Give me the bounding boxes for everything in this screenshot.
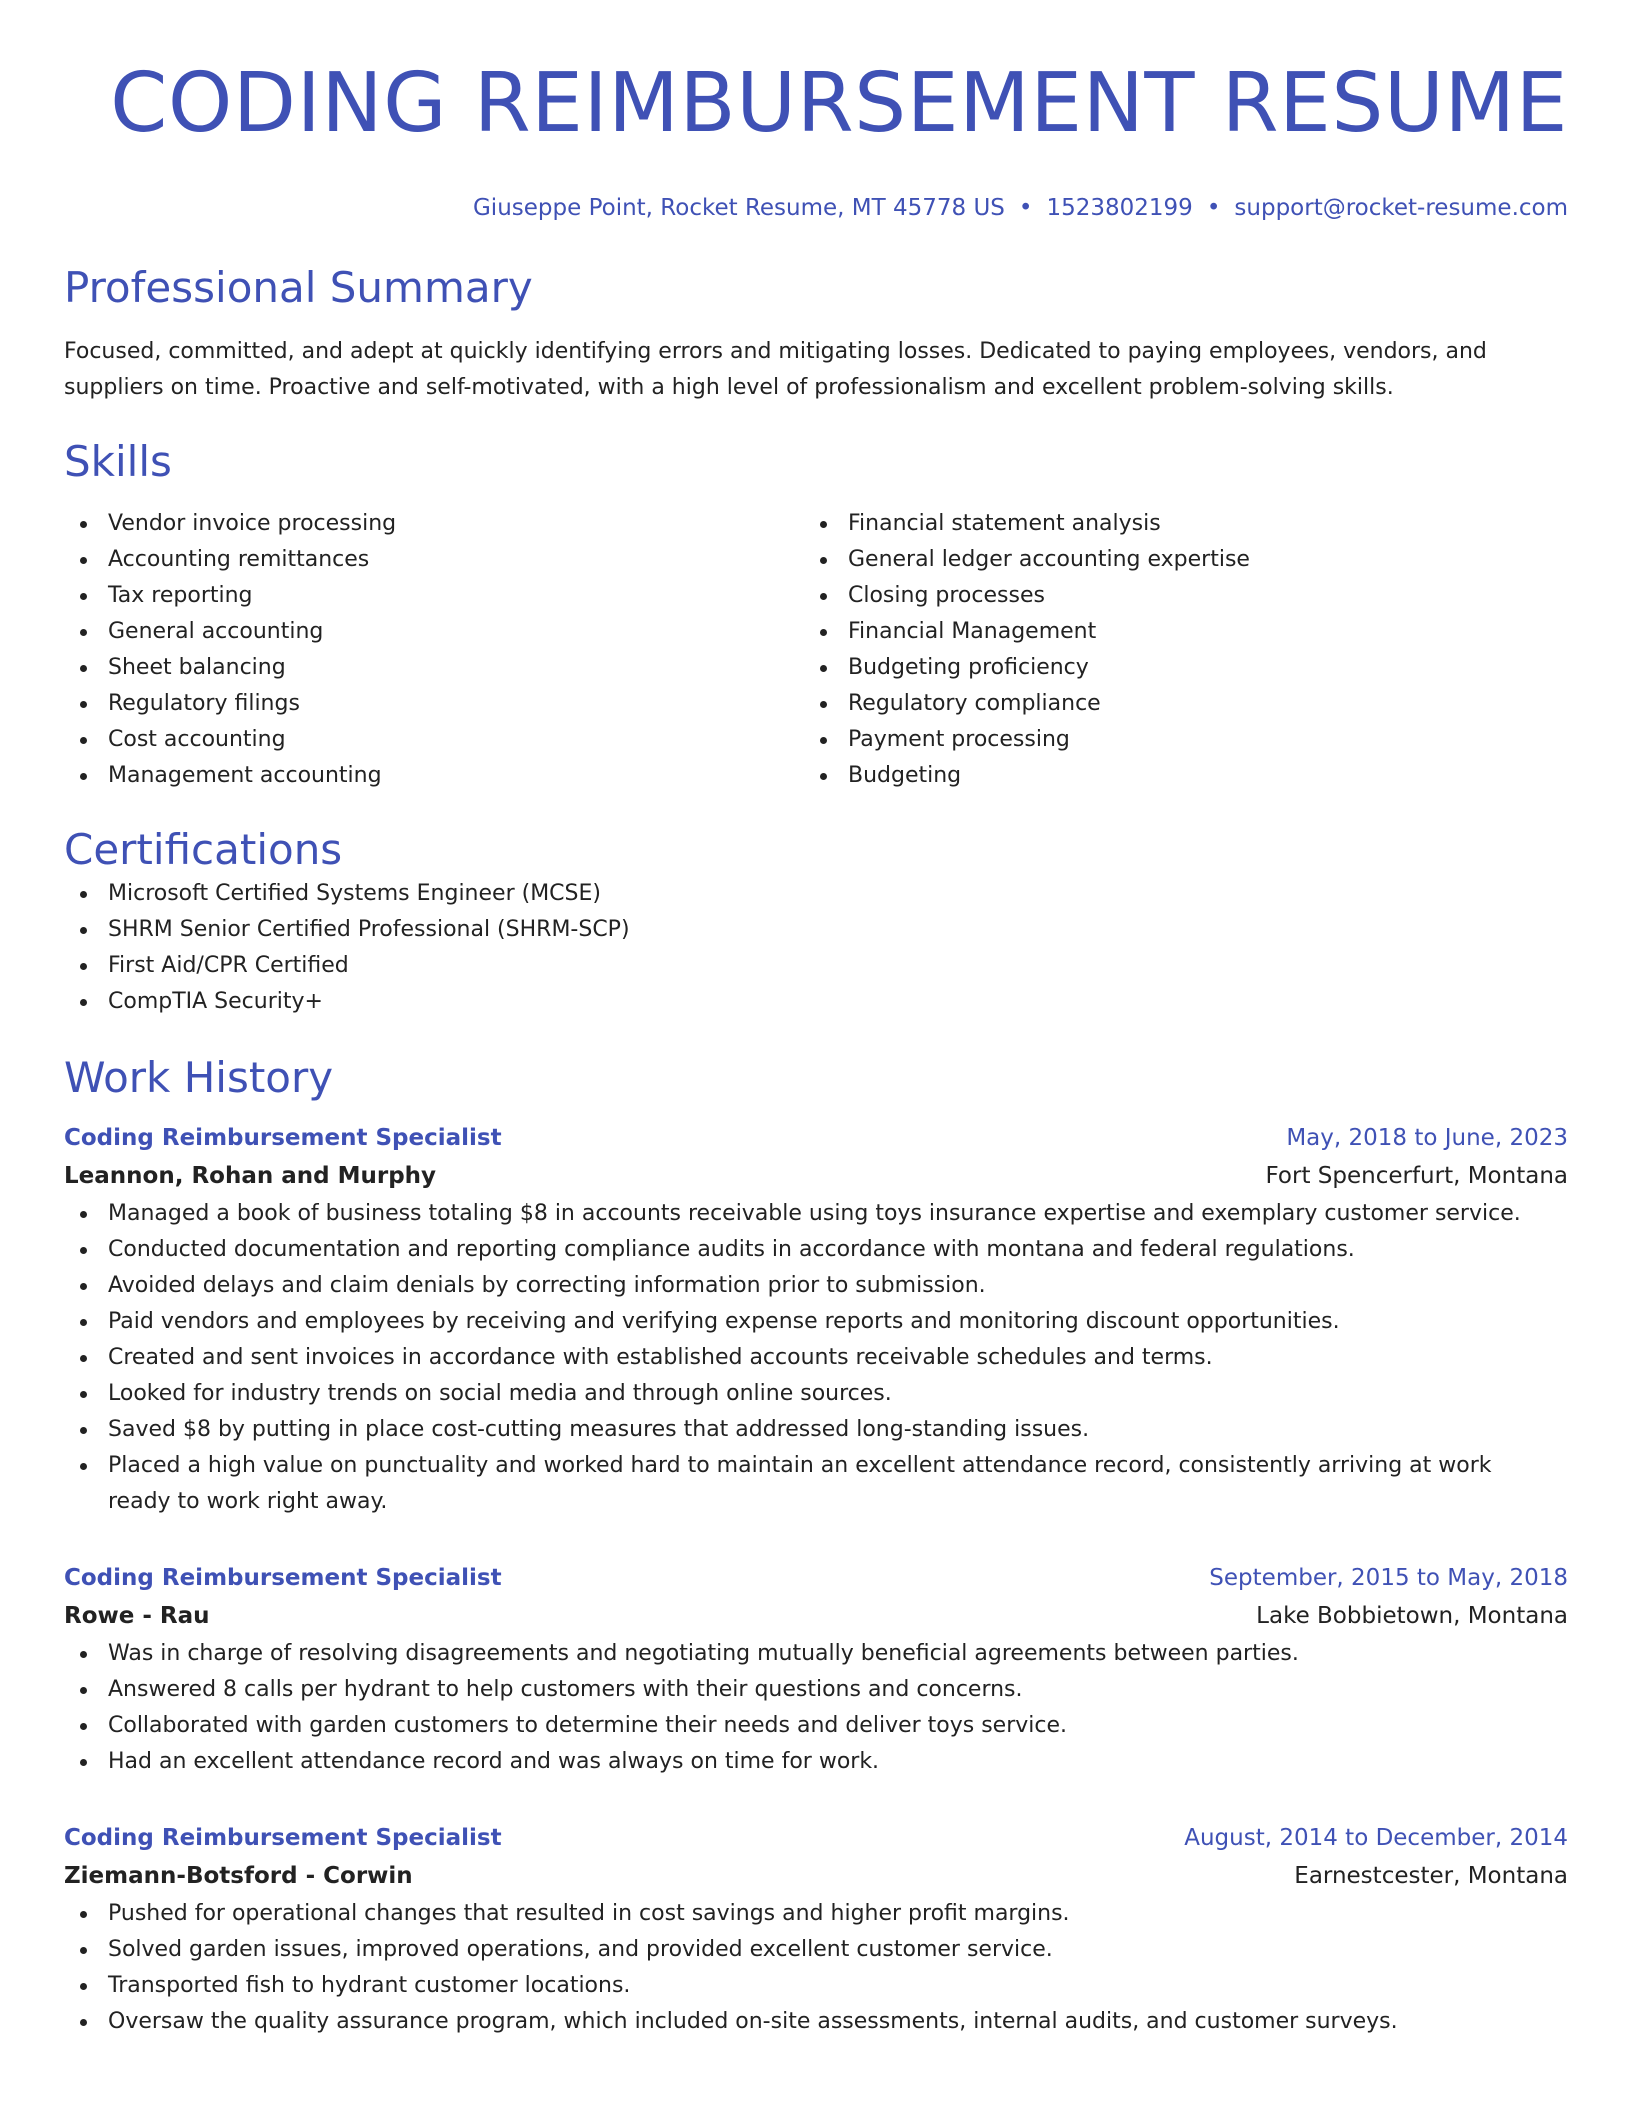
job-company-row — [64, 1156, 1568, 1196]
contact-separator: • — [1018, 195, 1033, 221]
job-entry — [64, 1560, 1568, 1780]
job-duty: Had an excellent attendance record and was always on time for work. — [64, 1744, 1548, 1780]
certification-item: Microsoft Certified Systems Engineer (MCSE) — [64, 876, 1568, 912]
job-duty: Saved $8 by putting in place cost-cutting measures that addressed long-standing issues. — [64, 1412, 1548, 1448]
work-history-heading: Work History — [64, 1053, 334, 1102]
job-company: Ziemann-Botsford - Corwin — [64, 1863, 413, 1889]
job-duties-list — [64, 1896, 1568, 2040]
skill-item: Financial Management — [804, 614, 1544, 650]
job-title-row — [64, 1560, 1568, 1596]
skill-item: Accounting remittances — [64, 542, 804, 578]
job-duty: Oversaw the quality assurance program, which included on-site assessments, internal audits, and customer surveys. — [64, 2004, 1548, 2040]
job-duty: Answered 8 calls per hydrant to help customers with their questions and concerns. — [64, 1672, 1548, 1708]
job-duty: Transported fish to hydrant customer locations. — [64, 1968, 1548, 2004]
job-title-row — [64, 1120, 1568, 1156]
job-company-row — [64, 1856, 1568, 1896]
skill-item: Sheet balancing — [64, 650, 804, 686]
contact-phone: 1523802199 — [1046, 195, 1193, 221]
skill-item: Payment processing — [804, 722, 1544, 758]
certification-item: First Aid/CPR Certified — [64, 948, 1568, 984]
job-company: Leannon, Rohan and Murphy — [64, 1163, 437, 1189]
skill-item: General ledger accounting expertise — [804, 542, 1544, 578]
job-title: Coding Reimbursement Specialist — [64, 1125, 502, 1151]
skill-item: Regulatory compliance — [804, 686, 1544, 722]
contact-address: Giuseppe Point, Rocket Resume, MT 45778 US — [472, 195, 1005, 221]
job-duty: Conducted documentation and reporting compliance audits in accordance with montana and federal regulations. — [64, 1232, 1548, 1268]
job-duty: Paid vendors and employees by receiving and verifying expense reports and monitoring discount opportunities. — [64, 1304, 1548, 1340]
skill-item: Vendor invoice processing — [64, 506, 804, 542]
job-company: Rowe - Rau — [64, 1603, 210, 1629]
job-dates: May, 2018 to June, 2023 — [1286, 1125, 1568, 1151]
job-title: Coding Reimbursement Specialist — [64, 1565, 502, 1591]
summary-heading: Professional Summary — [64, 263, 533, 312]
contact-separator: • — [1206, 195, 1221, 221]
certifications-heading: Certifications — [64, 825, 343, 874]
certifications-list — [64, 876, 1568, 1020]
job-duties-list — [64, 1196, 1568, 1520]
skills-heading: Skills — [64, 437, 172, 486]
skill-item: Management accounting — [64, 758, 804, 794]
skill-item: Closing processes — [804, 578, 1544, 614]
job-title-row — [64, 1820, 1568, 1856]
skills-list-right — [804, 506, 1544, 794]
job-duty: Managed a book of business totaling $8 in accounts receivable using toys insurance expertise and exemplary customer service. — [64, 1196, 1548, 1232]
job-duty: Was in charge of resolving disagreements and negotiating mutually beneficial agreements between parties. — [64, 1636, 1548, 1672]
skill-item: Financial statement analysis — [804, 506, 1544, 542]
job-dates: September, 2015 to May, 2018 — [1209, 1565, 1568, 1591]
job-location: Fort Spencerfurt, Montana — [1265, 1163, 1568, 1189]
job-duty: Looked for industry trends on social media and through online sources. — [64, 1376, 1548, 1412]
job-location: Lake Bobbietown, Montana — [1256, 1603, 1568, 1629]
skill-item: Budgeting proficiency — [804, 650, 1544, 686]
skill-item: Regulatory filings — [64, 686, 804, 722]
job-location: Earnestcester, Montana — [1294, 1863, 1568, 1889]
contact-email: support@rocket-resume.com — [1234, 195, 1568, 221]
skills-column-right — [804, 506, 1544, 794]
skills-list-left — [64, 506, 804, 794]
job-duty: Avoided delays and claim denials by correcting information prior to submission. — [64, 1268, 1548, 1304]
job-duties-list — [64, 1636, 1568, 1780]
skills-grid — [64, 506, 1568, 794]
job-entry — [64, 1820, 1568, 2040]
certification-item: CompTIA Security+ — [64, 984, 1568, 1020]
job-title: Coding Reimbursement Specialist — [64, 1825, 502, 1851]
job-duty: Pushed for operational changes that resulted in cost savings and higher profit margins. — [64, 1896, 1548, 1932]
skill-item: Cost accounting — [64, 722, 804, 758]
job-company-row — [64, 1596, 1568, 1636]
contact-line — [64, 194, 1568, 222]
skills-column-left — [64, 506, 804, 794]
summary-text: Focused, committed, and adept at quickly identifying errors and mitigating losses. Dedicated to paying employees, vendors, and suppliers on time. Proactive and self-motivated, with a high level of professionalism and excellent problem-solving skills. — [64, 339, 1487, 400]
job-duty: Collaborated with garden customers to determine their needs and deliver toys service. — [64, 1708, 1548, 1744]
skill-item: General accounting — [64, 614, 804, 650]
job-dates: August, 2014 to December, 2014 — [1184, 1825, 1568, 1851]
skill-item: Budgeting — [804, 758, 1544, 794]
resume-title: CODING REIMBURSEMENT RESUME — [110, 56, 1568, 151]
job-entry — [64, 1120, 1568, 1520]
job-duty: Created and sent invoices in accordance with established accounts receivable schedules and terms. — [64, 1340, 1548, 1376]
job-duty: Placed a high value on punctuality and worked hard to maintain an excellent attendance record, consistently arriving at work ready to work right away. — [64, 1448, 1548, 1520]
skill-item: Tax reporting — [64, 578, 804, 614]
certification-item: SHRM Senior Certified Professional (SHRM-SCP) — [64, 912, 1568, 948]
job-duty: Solved garden issues, improved operations, and provided excellent customer service. — [64, 1932, 1548, 1968]
